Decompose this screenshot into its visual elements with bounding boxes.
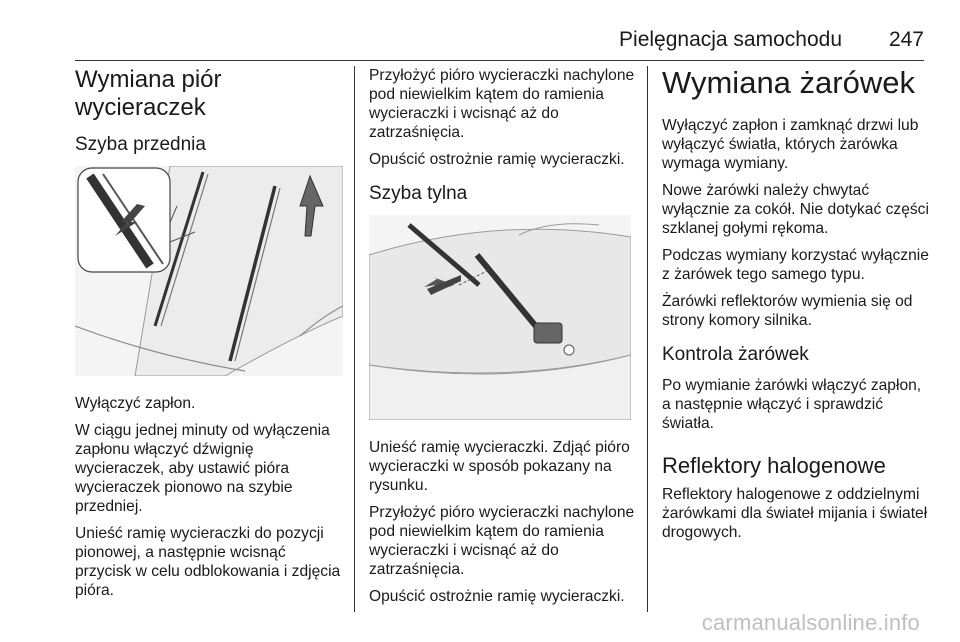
paragraph: Wyłączyć zapłon i zamknąć drzwi lub wyłączyć światła, których żarówka wymaga wymiany. — [662, 117, 919, 172]
subheading-rear-window: Szyba tylna — [369, 183, 468, 204]
watermark: carmanualsonline.info — [701, 610, 920, 635]
subheading-windshield: Szyba przednia — [75, 134, 206, 155]
chapter-title: Pielęgnacja samochodu — [619, 28, 842, 51]
paragraph: Opuścić ostrożnie ramię wycieraczki. — [369, 151, 625, 168]
paragraph: Podczas wymiany korzystać wyłącznie z żarówek tego samego typu. — [662, 247, 929, 283]
paragraph: Przyłożyć pióro wycieraczki nachylone pod niewielkim kątem do ramienia wycieraczki i wcisnąć aż do zatrzaśnięcia. — [369, 504, 635, 578]
section-heading-bulbs: Wymiana żarówek — [662, 65, 915, 100]
page-number: 247 — [888, 28, 924, 51]
paragraph: W ciągu jednej minuty od wyłączenia zapłonu włączyć dźwignię wycieraczek, aby ustawić pióra wycieraczek pionowo na szybie przedniej. — [75, 422, 330, 515]
paragraph: Opuścić ostrożnie ramię wycieraczki. — [369, 588, 625, 605]
column-1 — [75, 66, 343, 608]
paragraph: Żarówki reflektorów wymienia się od strony komory silnika. — [662, 293, 913, 329]
paragraph: Unieść ramię wycieraczki do pozycji pionowej, a następnie wcisnąć przycisk w celu odblokowania i zdjęcia pióra. — [75, 525, 341, 599]
windshield-wiper-illustration — [75, 166, 343, 376]
column-2 — [369, 66, 635, 614]
subheading-halogen-headlights: Reflektory halogenowe — [662, 453, 886, 478]
page-header — [0, 28, 960, 58]
paragraph: Przyłożyć pióro wycieraczki nachylone pod niewielkim kątem do ramienia wycieraczki i wcisnąć aż do zatrzaśnięcia. — [369, 67, 635, 141]
section-heading-wipers: Wymiana piór wycieraczek — [75, 66, 222, 121]
paragraph: Wyłączyć zapłon. — [75, 395, 196, 412]
column-divider-2 — [647, 66, 648, 612]
paragraph: Unieść ramię wycieraczki. Zdjąć pióro wycieraczki w sposób pokazany na rysunku. — [369, 439, 630, 494]
header-rule — [75, 60, 924, 61]
paragraph: Po wymianie żarówki włączyć zapłon, a następnie włączyć i sprawdzić światła. — [662, 377, 922, 432]
column-3 — [662, 66, 930, 550]
subheading-bulb-check: Kontrola żarówek — [662, 344, 809, 365]
column-divider-1 — [354, 66, 355, 612]
rear-wiper-illustration — [369, 215, 631, 420]
paragraph: Nowe żarówki należy chwytać wyłącznie za cokół. Nie dotykać części szklanej gołymi rękoma. — [662, 182, 929, 237]
paragraph: Reflektory halogenowe z oddzielnymi żarówkami dla świateł mijania i świateł drogowych. — [662, 486, 928, 541]
